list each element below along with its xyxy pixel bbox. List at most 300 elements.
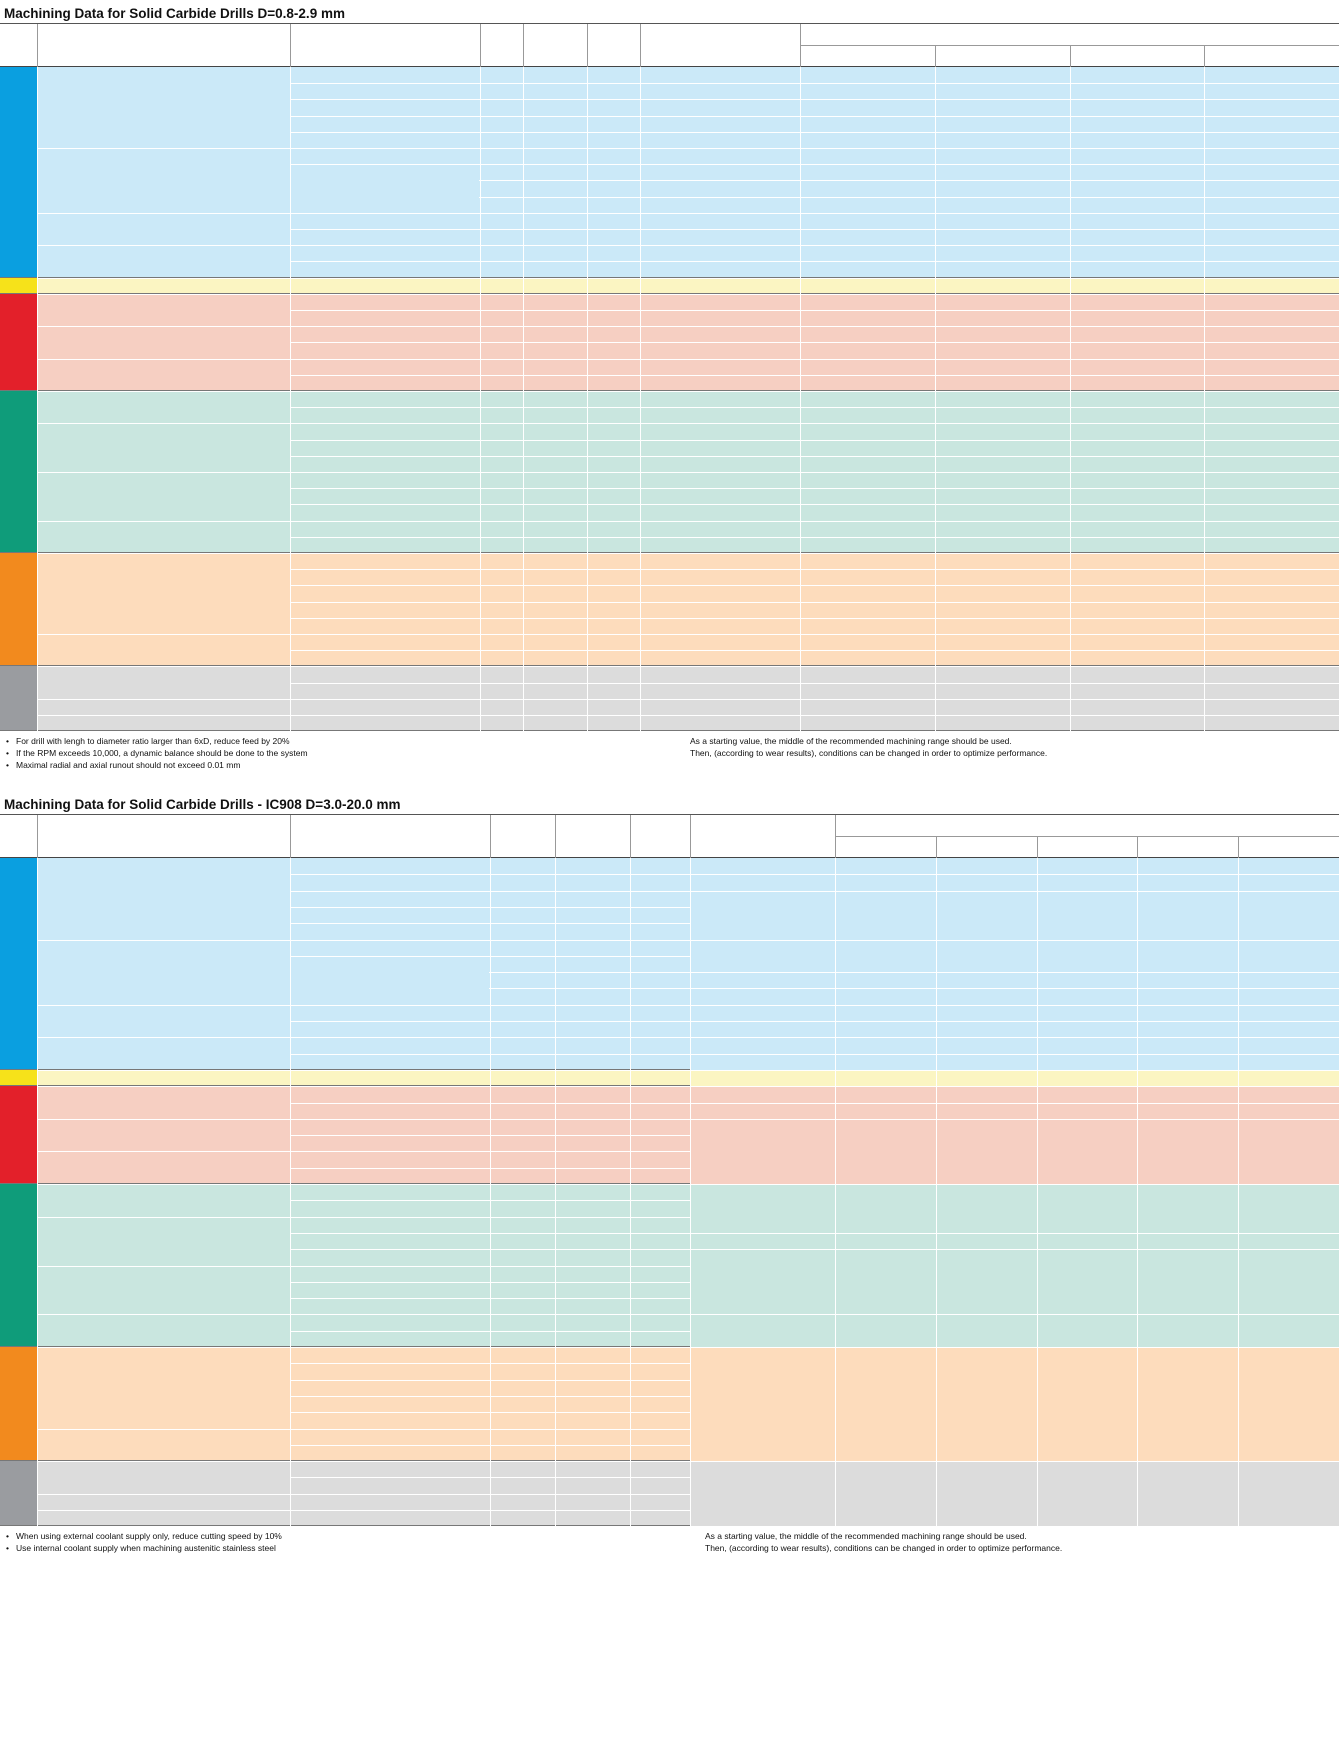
material-divider <box>37 278 290 279</box>
material-label <box>37 1184 177 1217</box>
sub-material-label <box>167 1249 290 1265</box>
condition-cell <box>290 148 480 164</box>
iso-k-badge <box>0 294 37 391</box>
header-col-line <box>936 836 937 858</box>
cutting-speed-cell <box>640 472 800 488</box>
tensile-cell <box>490 1021 555 1037</box>
feed-cell <box>1070 132 1205 148</box>
hardness-cell <box>555 1461 630 1477</box>
feed-cell <box>1204 180 1339 196</box>
material-label <box>37 1461 177 1494</box>
table-2-body <box>0 858 1339 1526</box>
condition-cell <box>290 1233 490 1249</box>
feed-cell <box>1070 423 1205 439</box>
feed-cell <box>1038 1006 1138 1021</box>
sub-material-label <box>167 99 290 115</box>
hardness-cell <box>523 634 587 650</box>
hardness-cell <box>523 83 587 99</box>
condition-cell <box>290 618 480 634</box>
material-divider <box>37 326 290 327</box>
material-label <box>37 359 162 391</box>
cutting-speed-cell <box>640 229 800 245</box>
iso-n-badge <box>0 391 37 553</box>
feed-cell <box>1070 342 1205 358</box>
feed-cell <box>1204 310 1339 326</box>
cutting-speed-cell <box>691 1104 835 1119</box>
feed-cell <box>800 537 935 553</box>
feed-cell <box>1204 618 1339 634</box>
feed-cell <box>937 1315 1037 1347</box>
header-col-line <box>523 24 524 67</box>
feed-cell <box>1070 148 1205 164</box>
header-diameter <box>835 837 936 858</box>
tensile-cell <box>480 326 523 342</box>
hardness-cell <box>523 375 587 391</box>
feed-cell <box>1138 1250 1238 1314</box>
material-number-cell <box>587 634 640 650</box>
hardness-cell <box>523 391 587 407</box>
header-sp <box>690 815 835 858</box>
table-2-section <box>0 795 1339 1554</box>
feed-cell <box>937 1348 1037 1461</box>
feed-cell <box>937 1120 1037 1184</box>
condition-cell <box>290 874 490 890</box>
feed-cell <box>937 1185 1037 1233</box>
tensile-cell <box>480 715 523 731</box>
cutting-speed-cell <box>640 683 800 699</box>
feed-cell <box>800 164 935 180</box>
iso-p-badge <box>0 858 37 1070</box>
table-2-header <box>0 815 1339 858</box>
header-col-line <box>630 815 631 858</box>
feed-cell <box>937 989 1037 1004</box>
cutting-speed-cell <box>640 132 800 148</box>
feed-cell <box>1070 180 1205 196</box>
material-number-cell <box>630 1103 690 1119</box>
condition-cell <box>290 1380 490 1396</box>
tensile-cell <box>490 1135 555 1151</box>
feed-cell <box>1204 391 1339 407</box>
feed-cell <box>836 1038 936 1053</box>
feed-cell <box>935 618 1070 634</box>
feed-cell <box>1138 1022 1238 1037</box>
feed-cell <box>935 310 1070 326</box>
header-col-line <box>800 24 801 67</box>
material-number-cell <box>587 715 640 731</box>
condition-cell <box>290 261 480 277</box>
cutting-speed-cell <box>640 569 800 585</box>
material-number-cell <box>587 650 640 666</box>
feed-cell <box>1070 699 1205 715</box>
cutting-speed-cell <box>640 67 800 83</box>
header-iso <box>0 46 37 67</box>
feed-cell <box>935 229 1070 245</box>
material-label <box>37 858 177 940</box>
tensile-cell <box>480 342 523 358</box>
cutting-speed-cell <box>691 1087 835 1102</box>
tensile-cell <box>480 585 523 601</box>
feed-cell <box>800 261 935 277</box>
material-label <box>37 940 177 1005</box>
hardness-cell <box>555 1021 630 1037</box>
sub-material-label <box>167 891 290 907</box>
feed-cell <box>1070 553 1205 569</box>
feed-cell <box>1038 1055 1138 1070</box>
feed-cell <box>935 326 1070 342</box>
feed-cell <box>1204 245 1339 261</box>
material-label <box>37 1151 177 1184</box>
material-number-cell <box>587 699 640 715</box>
feed-cell <box>1070 715 1205 731</box>
condition-cell <box>290 1037 490 1053</box>
condition-cell <box>290 650 480 666</box>
feed-cell <box>1070 67 1205 83</box>
cutting-speed-cell <box>640 294 800 310</box>
tensile-cell <box>480 650 523 666</box>
feed-cell <box>1239 1022 1339 1037</box>
material-number-cell <box>630 1363 690 1379</box>
feed-cell <box>935 504 1070 520</box>
material-label <box>37 699 162 715</box>
feed-cell <box>1070 294 1205 310</box>
hardness-cell <box>555 923 630 939</box>
hardness-cell <box>555 1249 630 1265</box>
cutting-speed-cell <box>691 1071 835 1086</box>
material-divider <box>37 1037 290 1038</box>
feed-cell <box>800 99 935 115</box>
feed-cell <box>1038 892 1138 940</box>
material-label <box>37 472 162 521</box>
hardness-cell <box>555 1331 630 1347</box>
tensile-cell <box>490 1086 555 1102</box>
header-diameter <box>1204 46 1339 67</box>
condition-cell <box>290 391 480 407</box>
sub-material-label <box>167 1347 290 1363</box>
feed-cell <box>1204 423 1339 439</box>
cutting-speed-cell <box>640 148 800 164</box>
feed-cell <box>935 537 1070 553</box>
feed-cell <box>836 1315 936 1347</box>
tensile-cell <box>480 310 523 326</box>
material-divider <box>37 213 290 214</box>
note-line: As a starting value, the middle of the recommended machining range should be used. <box>690 736 1012 747</box>
feed-cell <box>800 553 935 569</box>
cutting-speed-cell <box>691 989 835 1004</box>
tensile-cell <box>490 891 555 907</box>
feed-cell <box>1070 310 1205 326</box>
feed-cell <box>800 699 935 715</box>
material-number-cell <box>630 1412 690 1428</box>
tensile-cell <box>490 858 555 874</box>
material-number-cell <box>630 988 690 1004</box>
feed-cell <box>1204 148 1339 164</box>
cutting-speed-cell <box>640 618 800 634</box>
cutting-speed-cell <box>691 859 835 874</box>
feed-cell <box>800 294 935 310</box>
tensile-cell <box>490 1331 555 1347</box>
header-feed <box>800 24 1339 45</box>
table-1-notes-left <box>6 735 308 771</box>
feed-cell <box>1038 1348 1138 1461</box>
feed-cell <box>1070 537 1205 553</box>
feed-cell <box>935 294 1070 310</box>
feed-cell <box>1070 504 1205 520</box>
note-item: • When using external coolant supply only, reduce cutting speed by 10% <box>6 1530 282 1542</box>
sub-material-label <box>167 907 290 923</box>
feed-cell <box>1239 1038 1339 1053</box>
material-number-cell <box>587 294 640 310</box>
feed-cell <box>1204 261 1339 277</box>
feed-cell <box>935 213 1070 229</box>
sub-material-label <box>167 116 290 132</box>
feed-cell <box>836 989 936 1004</box>
tensile-cell <box>490 1510 555 1526</box>
tensile-cell <box>490 1412 555 1428</box>
material-label <box>37 423 162 472</box>
feed-cell <box>1204 537 1339 553</box>
material-number-cell <box>587 375 640 391</box>
material-label <box>37 1217 177 1266</box>
feed-cell <box>935 359 1070 375</box>
sub-material-label <box>167 553 290 569</box>
feed-cell <box>1070 650 1205 666</box>
feed-cell <box>1204 326 1339 342</box>
cutting-speed-cell <box>640 83 800 99</box>
hardness-cell <box>523 132 587 148</box>
note-line: As a starting value, the middle of the recommended machining range should be used. <box>705 1531 1027 1542</box>
material-number-cell <box>630 1494 690 1510</box>
cutting-speed-cell <box>640 666 800 682</box>
cutting-speed-cell <box>640 650 800 666</box>
feed-cell <box>800 342 935 358</box>
material-divider <box>37 294 290 295</box>
condition-cell <box>290 553 480 569</box>
material-number-cell <box>630 1151 690 1167</box>
feed-cell <box>1204 213 1339 229</box>
feed-cell <box>800 521 935 537</box>
header-col-line <box>835 815 836 858</box>
feed-cell <box>1239 1104 1339 1119</box>
feed-cell <box>1070 213 1205 229</box>
feed-cell <box>836 1022 936 1037</box>
feed-cell <box>1070 456 1205 472</box>
feed-cell <box>1038 1071 1138 1086</box>
tensile-cell <box>480 504 523 520</box>
feed-cell <box>935 375 1070 391</box>
hardness-cell <box>523 342 587 358</box>
note-item: • Use internal coolant supply when machining austenitic stainless steel <box>6 1542 282 1554</box>
sub-material-label <box>167 423 290 439</box>
hardness-cell <box>555 940 630 956</box>
material-label <box>37 666 162 698</box>
header-col-line <box>290 24 291 67</box>
feed-cell <box>1070 521 1205 537</box>
hardness-cell <box>555 1119 630 1135</box>
feed-cell <box>1070 391 1205 407</box>
feed-cell <box>1204 456 1339 472</box>
hardness-cell <box>555 858 630 874</box>
tensile-cell <box>490 874 555 890</box>
material-number-cell <box>587 521 640 537</box>
hardness-cell <box>555 1477 630 1493</box>
iso-m-badge <box>0 278 37 294</box>
feed-cell <box>1038 875 1138 890</box>
tensile-cell <box>490 907 555 923</box>
feed-cell <box>1070 602 1205 618</box>
hardness-cell <box>555 1363 630 1379</box>
condition-cell <box>290 278 480 294</box>
material-label <box>37 634 162 666</box>
feed-cell <box>935 553 1070 569</box>
table-1-body <box>0 67 1339 731</box>
feed-cell <box>1239 1055 1339 1070</box>
feed-cell <box>800 634 935 650</box>
feed-cell <box>935 132 1070 148</box>
hardness-cell <box>555 1135 630 1151</box>
feed-cell <box>1038 1315 1138 1347</box>
condition-cell <box>290 1347 490 1363</box>
tensile-cell <box>490 1119 555 1135</box>
condition-cell <box>290 1168 490 1184</box>
tensile-cell <box>490 1477 555 1493</box>
material-number-cell <box>630 1331 690 1347</box>
sub-material-label <box>167 1217 290 1233</box>
condition-cell <box>290 923 490 939</box>
tensile-cell <box>480 683 523 699</box>
cutting-speed-cell <box>691 1462 835 1526</box>
header-col-line <box>640 24 641 67</box>
hardness-cell <box>555 1429 630 1445</box>
sub-material-label <box>167 1266 290 1282</box>
tensile-cell <box>480 197 523 213</box>
feed-cell <box>937 973 1037 988</box>
tensile-cell <box>490 1445 555 1461</box>
material-number-cell <box>630 1282 690 1298</box>
hardness-cell <box>523 699 587 715</box>
feed-cell <box>1070 83 1205 99</box>
tensile-cell <box>490 972 555 988</box>
feed-cell <box>1204 359 1339 375</box>
material-number-cell <box>587 148 640 164</box>
feed-cell <box>1138 1315 1238 1347</box>
table-1-header <box>0 24 1339 67</box>
material-number-cell <box>630 1005 690 1021</box>
feed-cell <box>1138 1462 1238 1526</box>
condition-cell <box>290 699 480 715</box>
feed-cell <box>1239 1120 1339 1184</box>
condition-cell <box>290 326 480 342</box>
feed-cell <box>1204 164 1339 180</box>
tensile-cell <box>490 1168 555 1184</box>
feed-cell <box>800 602 935 618</box>
feed-cell <box>1138 859 1238 874</box>
feed-cell <box>1038 1462 1138 1526</box>
hardness-cell <box>523 310 587 326</box>
feed-cell <box>800 391 935 407</box>
feed-cell <box>1204 569 1339 585</box>
tensile-cell <box>480 116 523 132</box>
condition-cell <box>290 1461 490 1477</box>
material-label <box>37 67 162 148</box>
feed-cell <box>1138 1006 1238 1021</box>
feed-cell <box>836 941 936 973</box>
feed-cell <box>836 859 936 874</box>
material-number-cell <box>630 907 690 923</box>
feed-cell <box>1070 261 1205 277</box>
cutting-speed-cell <box>640 602 800 618</box>
material-label <box>37 1510 177 1526</box>
material-number-cell <box>630 1168 690 1184</box>
feed-cell <box>1239 1185 1339 1233</box>
material-number-cell <box>630 1429 690 1445</box>
header-col-line <box>290 815 291 858</box>
material-number-cell <box>630 1396 690 1412</box>
hardness-cell <box>555 1217 630 1233</box>
cutting-speed-cell <box>640 180 800 196</box>
hardness-cell <box>523 164 587 180</box>
feed-cell <box>800 326 935 342</box>
feed-cell <box>1138 1234 1238 1249</box>
hardness-cell <box>523 553 587 569</box>
material-number-cell <box>587 504 640 520</box>
condition-cell <box>290 1200 490 1216</box>
tensile-cell <box>480 423 523 439</box>
tensile-cell <box>490 1151 555 1167</box>
cutting-speed-cell <box>640 278 800 294</box>
feed-cell <box>1204 197 1339 213</box>
feed-cell <box>1204 553 1339 569</box>
hardness-cell <box>555 1445 630 1461</box>
feed-cell <box>836 1104 936 1119</box>
material-number-cell <box>587 456 640 472</box>
cutting-speed-cell <box>640 342 800 358</box>
condition-cell <box>290 440 480 456</box>
feed-cell <box>1070 407 1205 423</box>
note-item: • If the RPM exceeds 10,000, a dynamic balance should be done to the system <box>6 747 308 759</box>
feed-cell <box>800 83 935 99</box>
material-number-cell <box>587 666 640 682</box>
hardness-cell <box>523 213 587 229</box>
hardness-cell <box>523 440 587 456</box>
condition-cell <box>290 1266 490 1282</box>
feed-cell <box>800 666 935 682</box>
material-number-cell <box>630 1298 690 1314</box>
header-col-line <box>1037 836 1038 858</box>
condition-cell <box>290 1151 490 1167</box>
condition-cell <box>290 1184 490 1200</box>
feed-cell <box>1070 359 1205 375</box>
tensile-cell <box>490 923 555 939</box>
material-number-cell <box>587 116 640 132</box>
condition-cell <box>290 407 480 423</box>
material-divider <box>37 715 290 716</box>
material-label <box>37 1314 177 1347</box>
material-number-cell <box>587 488 640 504</box>
hardness-cell <box>523 407 587 423</box>
sub-material-label <box>167 472 290 488</box>
table-1-title: Machining Data for Solid Carbide Drills D=0.8-2.9 mm <box>0 4 1339 24</box>
condition-cell <box>290 1054 490 1070</box>
hardness-cell <box>523 278 587 294</box>
feed-cell <box>1204 440 1339 456</box>
feed-cell <box>935 148 1070 164</box>
feed-cell <box>935 197 1070 213</box>
material-number-cell <box>630 1021 690 1037</box>
tensile-cell <box>490 1184 555 1200</box>
feed-cell <box>1204 342 1339 358</box>
feed-cell <box>1038 859 1138 874</box>
material-number-cell <box>587 585 640 601</box>
